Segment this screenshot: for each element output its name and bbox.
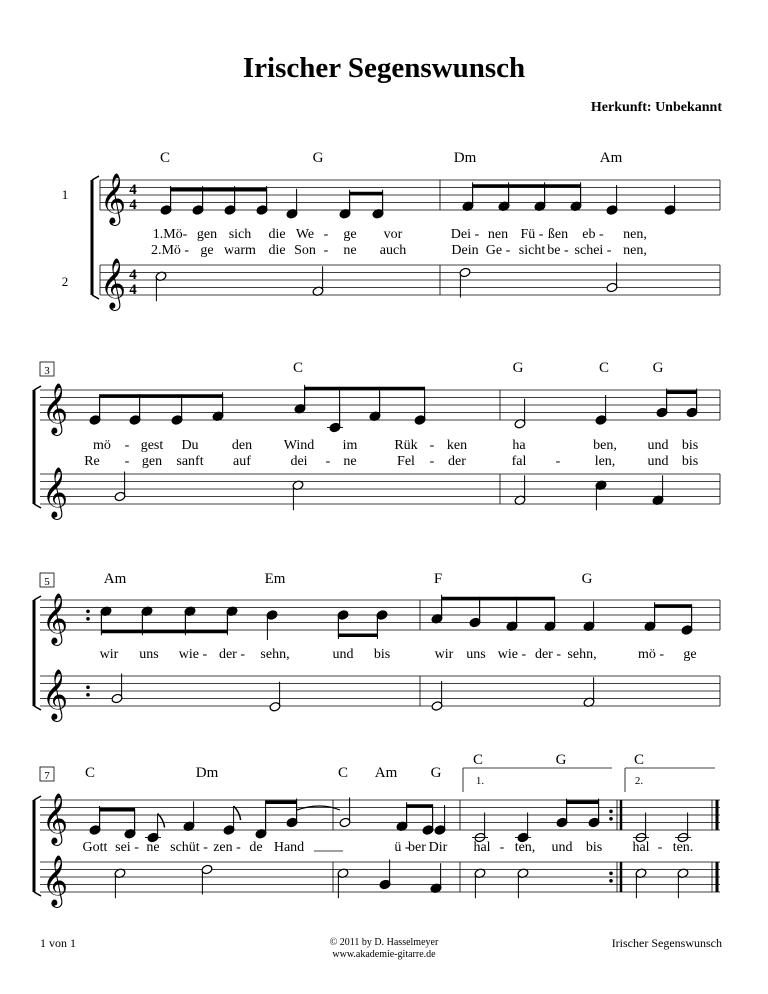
lyric-syllable: - (323, 243, 329, 258)
chord-symbol: C (337, 765, 349, 781)
treble-clef-icon: 𝄞 (100, 174, 127, 223)
lyric-syllable: die (268, 227, 286, 242)
treble-clef-icon: 𝄞 (42, 670, 69, 719)
beam (266, 801, 297, 805)
lyric-syllable: hal (632, 840, 650, 855)
chord-symbol: Dm (195, 765, 219, 781)
lyric-syllable: der - (218, 647, 246, 662)
time-signature-bottom: 4 (129, 282, 137, 298)
lyric-syllable: der (448, 454, 466, 469)
lyric-syllable: Du (181, 438, 199, 453)
lyric-syllable: sanft (176, 454, 204, 469)
lyric-syllable: bis (681, 438, 699, 453)
beam (442, 597, 555, 601)
lyric-syllable: - (555, 454, 561, 469)
beam (305, 387, 425, 391)
lyric-syllable: und (551, 840, 573, 855)
lyric-syllable: auch (379, 243, 407, 258)
lyric-syllable: Re (84, 454, 100, 469)
beam (100, 808, 135, 812)
treble-clef-icon: 𝄞 (42, 384, 69, 433)
eighth-flag (158, 814, 165, 828)
lyric-syllable: sei - (115, 840, 139, 855)
bracket-hook (34, 796, 41, 800)
lyric-syllable: schei - (574, 243, 612, 258)
lyric-syllable: den (231, 438, 253, 453)
lyric-syllable: - (429, 438, 435, 453)
lyric-syllable: ten, (514, 840, 536, 855)
bracket-hook (34, 706, 41, 710)
lyric-syllable: sehn, (567, 647, 597, 662)
repeat-dot (609, 879, 613, 883)
lyric-syllable: 1.Mö- (152, 227, 188, 242)
chord-symbol: G (581, 571, 593, 587)
beam (655, 604, 692, 608)
repeat-dot (86, 686, 90, 690)
repeat-dot (609, 810, 613, 814)
beam (667, 391, 697, 395)
tie (297, 806, 340, 810)
measure-number: 5 (44, 576, 50, 588)
volta-label: 2. (634, 775, 644, 787)
lyric-syllable: bis (585, 840, 603, 855)
repeat-dot (86, 617, 90, 621)
chord-symbol: Em (264, 571, 286, 587)
chord-symbol: G (555, 752, 567, 768)
lyric-syllable: hal (473, 840, 491, 855)
lyric-syllable: wie - (178, 647, 208, 662)
lyric-syllable: uns (466, 647, 486, 662)
lyric-syllable: nen, (623, 227, 647, 242)
beam (350, 192, 383, 196)
chord-symbol: Am (374, 765, 398, 781)
chord-symbol: C (598, 360, 610, 376)
lyric-syllable: im (342, 438, 358, 453)
chord-symbol: Dm (453, 150, 477, 166)
time-signature-top: 4 (129, 182, 137, 198)
lyric-syllable: auf (233, 454, 251, 469)
lyric-syllable: wie - (497, 647, 527, 662)
chord-symbol: G (512, 360, 524, 376)
lyric-syllable: Ge - (485, 243, 511, 258)
lyric-syllable: ge (200, 243, 214, 258)
lyric-syllable: vor (383, 227, 403, 242)
lyric-syllable: Dir (428, 840, 448, 855)
lyric-syllable: ge (343, 227, 357, 242)
lyric-syllable: sich (228, 227, 252, 242)
lyric-syllable: gen (141, 454, 163, 469)
lyric-syllable: nen, (623, 243, 647, 258)
lyric-syllable: ü - (394, 840, 410, 855)
lyric-syllable: - (325, 454, 331, 469)
beam (171, 188, 267, 192)
beam (567, 801, 599, 805)
lyric-syllable: mö - (637, 647, 665, 662)
bracket-hook (92, 176, 99, 180)
bracket-hook (34, 596, 41, 600)
footer-title: Irischer Segenswunsch (611, 936, 722, 950)
lyric-syllable: Dei - (450, 227, 480, 242)
lyric-syllable: de (249, 840, 263, 855)
lyric-syllable: ken (446, 438, 468, 453)
lyric-syllable: und (332, 647, 354, 662)
treble-clef-icon: 𝄞 (42, 794, 69, 843)
bracket-hook (34, 892, 41, 896)
repeat-dot (86, 693, 90, 697)
treble-clef-icon: 𝄞 (42, 856, 69, 905)
chord-symbol: G (312, 150, 324, 166)
bracket-hook (34, 504, 41, 508)
lyric-syllable: Fel (397, 454, 415, 469)
repeat-dot (609, 872, 613, 876)
lyric-syllable: und (647, 438, 669, 453)
lyric-syllable: warm (224, 243, 256, 258)
lyric-syllable: schüt - (170, 840, 208, 855)
lyric-syllable: Rük (394, 438, 418, 453)
lyric-syllable: ßen (547, 227, 569, 242)
lyric-syllable: fal (511, 454, 527, 469)
lyric-syllable: ne (343, 243, 357, 258)
beam (473, 184, 581, 188)
bracket-hook (92, 295, 99, 299)
lyric-syllable: sehn, (260, 647, 290, 662)
time-signature-bottom: 4 (129, 197, 137, 213)
lyric-syllable: nen (487, 227, 509, 242)
lyric-syllable: und (647, 454, 669, 469)
beam (100, 394, 223, 398)
lyric-syllable: Dein (451, 243, 479, 258)
lyric-syllable: ha (512, 438, 526, 453)
lyric-syllable: ben, (593, 438, 617, 453)
copyright-text: © 2011 by D. Hasselmeyer (329, 937, 439, 948)
chord-symbol: Am (103, 571, 127, 587)
chord-symbol: G (430, 765, 442, 781)
lyric-syllable: ne (343, 454, 357, 469)
chord-symbol: C (159, 150, 171, 166)
chord-symbol: Am (599, 150, 623, 166)
page-number: 1 von 1 (40, 936, 76, 950)
lyric-syllable: ten. (672, 840, 694, 855)
lyric-syllable: ber (408, 840, 426, 855)
lyric-syllable: Fü - (520, 227, 544, 242)
beam (338, 634, 377, 638)
eighth-flag (234, 806, 241, 820)
beam (407, 804, 433, 808)
chord-symbol: G (652, 360, 664, 376)
lyric-syllable: gen (196, 227, 218, 242)
measure-number: 3 (44, 365, 50, 377)
beam (101, 630, 227, 634)
lyric-syllable: be - (547, 243, 569, 258)
lyric-syllable: - (657, 840, 663, 855)
chord-symbol: F (433, 571, 443, 587)
lyric-syllable: dei (290, 454, 308, 469)
lyric-syllable: zen - (213, 840, 241, 855)
time-signature-top: 4 (129, 267, 137, 283)
lyric-syllable: Gott (82, 840, 108, 855)
lyric-syllable: len, (594, 454, 616, 469)
treble-clef-icon: 𝄞 (42, 594, 69, 643)
treble-clef-icon: 𝄞 (42, 468, 69, 517)
lyric-syllable: Wind (283, 438, 315, 453)
repeat-dot (609, 817, 613, 821)
page-title: Irischer Segenswunsch (242, 52, 526, 84)
lyric-syllable: - (124, 454, 130, 469)
lyric-syllable: wir (99, 647, 119, 662)
staff-number: 2 (61, 274, 69, 289)
lyric-syllable: We (295, 227, 315, 242)
staff-number: 1 (61, 187, 69, 202)
treble-clef-icon: 𝄞 (100, 259, 127, 308)
lyric-syllable: eb - (582, 227, 604, 242)
origin-label: Herkunft: Unbekannt (590, 100, 722, 115)
lyric-syllable: Hand (273, 840, 305, 855)
lyric-syllable: uns (139, 647, 159, 662)
lyric-syllable: wir (434, 647, 454, 662)
lyric-syllable: gest (140, 438, 164, 453)
chord-symbol: C (292, 360, 304, 376)
lyric-syllable: der - (534, 647, 562, 662)
chord-symbol: C (84, 765, 96, 781)
chord-symbol: C (472, 752, 484, 768)
website-text: www.akademie-gitarre.de (332, 949, 436, 960)
lyric-syllable: mö (93, 438, 111, 453)
volta-label: 1. (475, 775, 485, 787)
lyric-syllable: bis (373, 647, 391, 662)
lyric-syllable: sicht (518, 243, 546, 258)
lyric-syllable: die (268, 243, 286, 258)
lyric-syllable: - (323, 227, 329, 242)
lyric-syllable: 2.Mö - (150, 243, 190, 258)
lyric-syllable: - (429, 454, 435, 469)
lyric-syllable: - (124, 438, 130, 453)
lyric-syllable: - (499, 840, 505, 855)
chord-symbol: C (633, 752, 645, 768)
lyric-syllable: Son (294, 243, 316, 258)
bracket-hook (34, 386, 41, 390)
lyric-syllable: bis (681, 454, 699, 469)
repeat-dot (86, 610, 90, 614)
lyric-syllable: ne (146, 840, 160, 855)
measure-number: 7 (44, 770, 50, 782)
lyric-syllable: ge (683, 647, 697, 662)
